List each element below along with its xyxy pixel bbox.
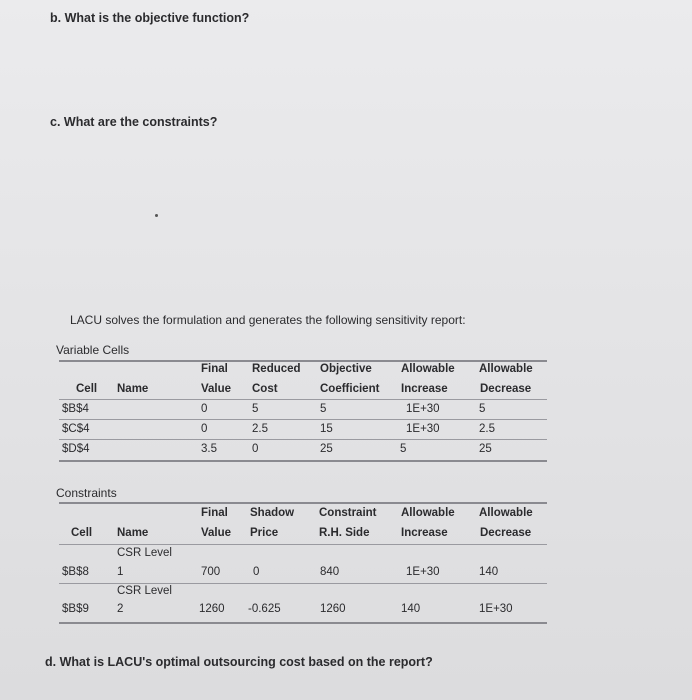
header-rh-side: R.H. Side	[319, 527, 370, 539]
row-final-value: 700	[201, 566, 221, 578]
question-b: b. What is the objective function?	[50, 11, 250, 25]
table-rule	[59, 439, 547, 440]
header-final: Final	[201, 507, 228, 519]
header-allowable-decrease: Allowable	[479, 507, 533, 519]
row-increase: 1E+30	[406, 423, 440, 435]
header-allowable-decrease: Allowable	[479, 363, 533, 375]
row-shadow-price: 0	[253, 566, 260, 578]
header-value: Value	[201, 527, 232, 539]
table-rule	[59, 622, 547, 624]
question-d: d. What is LACU's optimal outsourcing cost based on the report?	[45, 655, 433, 669]
stray-dot	[155, 214, 158, 217]
table-rule	[59, 544, 547, 545]
header-constraint: Constraint	[319, 507, 377, 519]
row-objective: 5	[320, 403, 327, 415]
table-rule	[59, 399, 547, 400]
row-final-value: 0	[201, 423, 208, 435]
row-cell: $B$9	[62, 603, 89, 615]
row-decrease: 25	[479, 443, 492, 455]
intro-text: LACU solves the formulation and generates the following sensitivity report:	[70, 313, 466, 327]
row-decrease: 2.5	[479, 423, 495, 435]
header-coefficient: Coefficient	[320, 383, 380, 395]
header-name: Name	[117, 527, 149, 539]
row-final-value: 3.5	[201, 443, 217, 455]
row-decrease: 5	[479, 403, 486, 415]
row-shadow-price: -0.625	[248, 603, 281, 615]
row-increase: 140	[401, 603, 421, 615]
header-decrease: Decrease	[480, 527, 532, 539]
row-objective: 15	[320, 423, 333, 435]
row-cell: $C$4	[62, 423, 90, 435]
header-cost: Cost	[252, 383, 278, 395]
variable-cells-title: Variable Cells	[56, 343, 130, 357]
row-reduced-cost: 5	[252, 403, 259, 415]
row-increase: 5	[400, 443, 407, 455]
table-rule	[59, 460, 547, 462]
row-rh-side: 1260	[320, 603, 346, 615]
row-cell: $B$4	[62, 403, 89, 415]
header-allowable-increase: Allowable	[401, 507, 455, 519]
header-cell: Cell	[76, 383, 98, 395]
question-c: c. What are the constraints?	[50, 115, 218, 129]
row-name-index: 1	[117, 566, 124, 578]
row-final-value: 0	[201, 403, 208, 415]
row-final-value: 1260	[199, 603, 225, 615]
row-objective: 25	[320, 443, 333, 455]
header-increase: Increase	[401, 527, 448, 539]
header-increase: Increase	[401, 383, 448, 395]
table-rule	[59, 419, 547, 420]
header-final: Final	[201, 363, 228, 375]
row-increase: 1E+30	[406, 403, 440, 415]
row-name-index: 2	[117, 603, 124, 615]
table-rule	[59, 583, 547, 584]
row-reduced-cost: 0	[252, 443, 259, 455]
row-cell: $D$4	[62, 443, 90, 455]
header-reduced: Reduced	[252, 363, 301, 375]
header-decrease: Decrease	[480, 383, 532, 395]
row-decrease: 1E+30	[479, 603, 513, 615]
table-rule	[59, 360, 547, 362]
row-name: CSR Level	[117, 547, 172, 559]
header-price: Price	[250, 527, 279, 539]
row-decrease: 140	[479, 566, 499, 578]
header-allowable-increase: Allowable	[401, 363, 455, 375]
header-value: Value	[201, 383, 232, 395]
header-shadow: Shadow	[250, 507, 295, 519]
table-rule	[59, 502, 547, 504]
constraints-title: Constraints	[56, 486, 117, 500]
header-objective: Objective	[320, 363, 372, 375]
header-cell: Cell	[71, 527, 93, 539]
row-reduced-cost: 2.5	[252, 423, 268, 435]
row-increase: 1E+30	[406, 566, 440, 578]
header-name: Name	[117, 383, 149, 395]
row-cell: $B$8	[62, 566, 89, 578]
row-rh-side: 840	[320, 566, 340, 578]
row-name: CSR Level	[117, 585, 172, 597]
